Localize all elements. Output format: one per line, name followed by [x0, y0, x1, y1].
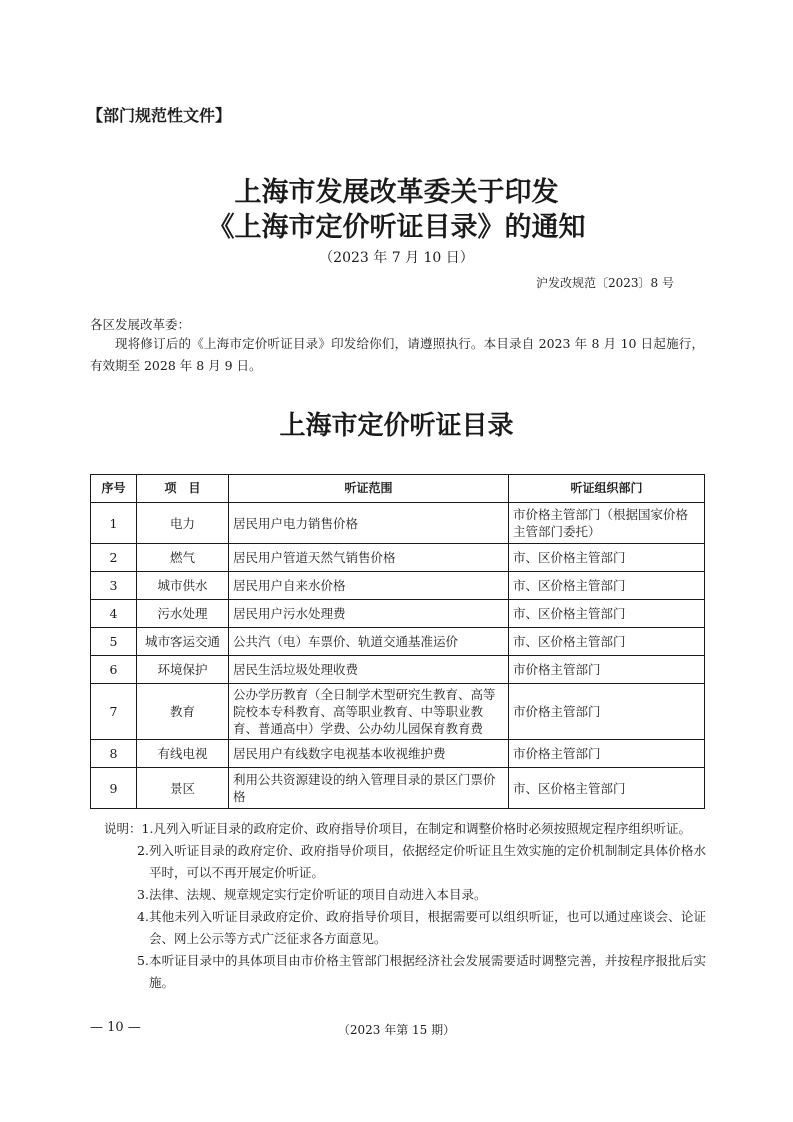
- table-row: [91, 600, 705, 628]
- note-item: [104, 950, 706, 994]
- note-prefix: 4.: [137, 909, 149, 924]
- cell-no: 1: [91, 503, 137, 544]
- cell-dept: 市、区价格主管部门: [509, 544, 705, 572]
- cell-dept: 市、区价格主管部门: [509, 600, 705, 628]
- cell-item: 燃气: [137, 544, 229, 572]
- cell-no: 3: [91, 572, 137, 600]
- page-number: — 10 —: [90, 1020, 141, 1035]
- cell-scope: 居民用户管道天然气销售价格: [229, 544, 509, 572]
- table-row: [91, 656, 705, 684]
- note-text: 法律、法规、规章规定实行定价听证的项目自动进入本目录。: [148, 887, 487, 902]
- note-prefix: 说明：1.: [104, 821, 154, 836]
- cell-dept: 市价格主管部门: [509, 684, 705, 740]
- catalog-title: 上海市定价听证目录: [279, 411, 514, 441]
- note-text: 本听证目录中的具体项目由市价格主管部门根据经济社会发展需要适时调整完善，并按程序报批后实施。: [148, 953, 706, 990]
- note-text: 列入听证目录的政府定价、政府指导价项目，依据经定价听证且生效实施的定价机制制定具体价格水平时，可以不再开展定价听证。: [148, 843, 706, 880]
- cell-scope: 居民生活垃圾处理收费: [229, 656, 509, 684]
- cell-dept: 市价格主管部门（根据国家价格主管部门委托）: [509, 503, 705, 544]
- note-prefix: 3.: [137, 887, 149, 902]
- note-item: [104, 840, 706, 884]
- document-date: （2023 年 7 月 10 日）: [319, 250, 474, 266]
- cell-dept: 市价格主管部门: [509, 656, 705, 684]
- note-item: [104, 884, 706, 906]
- cell-scope: 居民用户污水处理费: [229, 600, 509, 628]
- header-item: 项 目: [137, 475, 229, 503]
- notes-section: [104, 818, 706, 994]
- header-scope: 听证范围: [229, 475, 509, 503]
- cell-item: 城市客运交通: [137, 628, 229, 656]
- cell-no: 4: [91, 600, 137, 628]
- cell-scope: 居民用户自来水价格: [229, 572, 509, 600]
- cell-no: 2: [91, 544, 137, 572]
- cell-item: 电力: [137, 503, 229, 544]
- note-text: 其他未列入听证目录政府定价、政府指导价项目，根据需要可以组织听证，也可以通过座谈会、论证会、网上公示等方式广泛征求各方面意见。: [148, 909, 706, 946]
- cell-scope: 居民用户电力销售价格: [229, 503, 509, 544]
- cell-no: 9: [91, 768, 137, 809]
- header-dept: 听证组织部门: [509, 475, 705, 503]
- cell-item: 污水处理: [137, 600, 229, 628]
- cell-scope: 公办学历教育（全日制学术型研究生教育、高等院校本专科教育、高等职业教育、中等职业教育、普通高中）学费、公办幼儿园保育教育费: [229, 684, 509, 740]
- hearing-catalog-table: [90, 474, 705, 809]
- cell-dept: 市、区价格主管部门: [509, 768, 705, 809]
- table-header-row: [91, 475, 705, 503]
- table-row: [91, 572, 705, 600]
- table-row: [91, 544, 705, 572]
- note-item: [104, 818, 706, 840]
- document-title-line-1: 上海市发展改革委关于印发: [234, 177, 559, 208]
- cell-item: 有线电视: [137, 740, 229, 768]
- cell-item: 城市供水: [137, 572, 229, 600]
- note-prefix: 2.: [137, 843, 149, 858]
- document-title-line-2: 《上海市定价听证目录》的通知: [207, 212, 586, 243]
- note-prefix: 5.: [137, 953, 149, 968]
- cell-scope: 居民用户有线数字电视基本收视维护费: [229, 740, 509, 768]
- cell-scope: 公共汽（电）车票价、轨道交通基准运价: [229, 628, 509, 656]
- table-row: [91, 684, 705, 740]
- section-tag: 【部门规范性文件】: [87, 106, 232, 125]
- table-row: [91, 740, 705, 768]
- note-text: 凡列入听证目录的政府定价、政府指导价项目，在制定和调整价格时必须按照规定程序组织听证。: [153, 821, 691, 836]
- cell-item: 景区: [137, 768, 229, 809]
- body-paragraph: 现将修订后的《上海市定价听证目录》印发给你们，请遵照执行。本目录自 2023 年 8 月 10 日起施行，有效期至 2028 年 8 月 9 日。: [90, 336, 704, 373]
- cell-no: 8: [91, 740, 137, 768]
- cell-dept: 市价格主管部门: [509, 740, 705, 768]
- cell-no: 6: [91, 656, 137, 684]
- cell-item: 教育: [137, 684, 229, 740]
- cell-dept: 市、区价格主管部门: [509, 628, 705, 656]
- note-item: [104, 906, 706, 950]
- table-row: [91, 768, 705, 809]
- table-row: [91, 628, 705, 656]
- issue-number: （2023 年第 15 期）: [337, 1023, 456, 1037]
- salutation: 各区发展改革委：: [90, 317, 191, 332]
- cell-no: 7: [91, 684, 137, 740]
- document-number: 沪发改规范〔2023〕8 号: [536, 276, 674, 290]
- cell-dept: 市、区价格主管部门: [509, 572, 705, 600]
- table-row: [91, 503, 705, 544]
- cell-scope: 利用公共资源建设的纳入管理目录的景区门票价格: [229, 768, 509, 809]
- cell-item: 环境保护: [137, 656, 229, 684]
- cell-no: 5: [91, 628, 137, 656]
- header-no: 序号: [91, 475, 137, 503]
